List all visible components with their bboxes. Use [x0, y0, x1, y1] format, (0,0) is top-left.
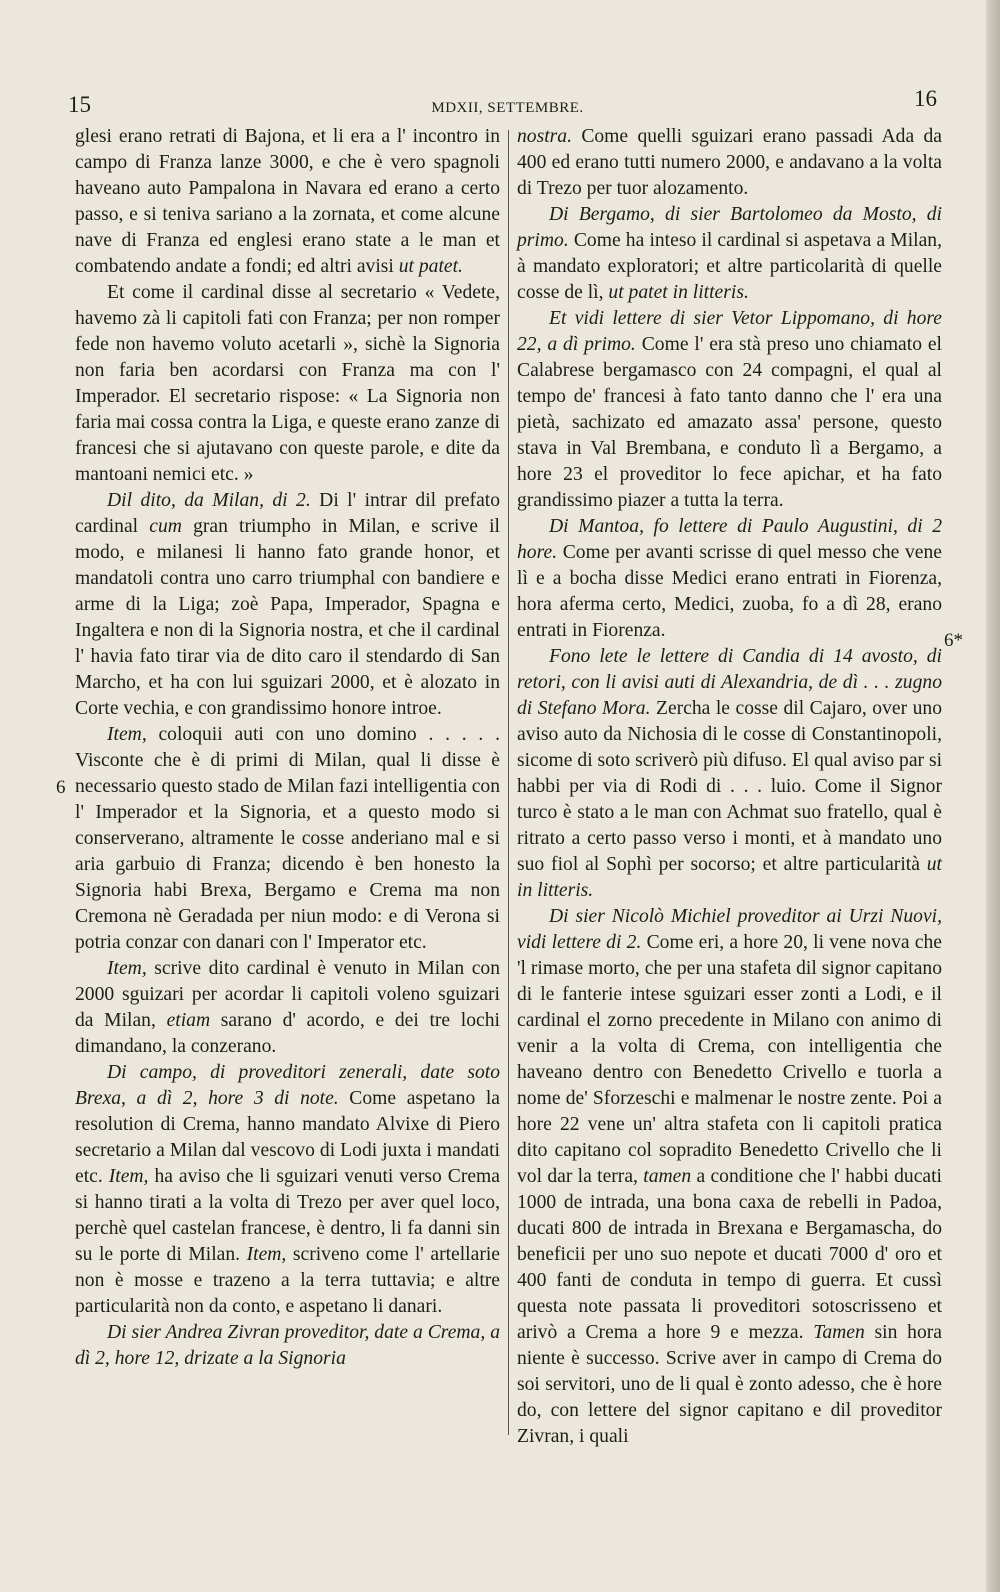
- text-run: coloquii auti con uno domino . . . . . Visconte che è di primi di Milan, qual li disse è necessario questo stado de Milan fazi intelligentia con l' Imperador et la Signoria, et a questo modo si conserverano, altramente le cosse anderiano mal e si aria garbuio di Franza; dicendo è ben honesto la Signoria habi Brexa, Bergamo e Crema ma non Cremona nè Geradada per niun modo: e di Verona si potria conzar con danari con l' Imperator etc.: [75, 724, 500, 953]
- italic-text: etiam: [166, 1010, 211, 1031]
- right-column: [517, 124, 942, 1450]
- text-run: scrive dito cardinal è venuto in Milan con 2000 sguizari per acordar li capitoli voleno sguizari da Milan,: [75, 958, 500, 1031]
- italic-text: tamen: [643, 1166, 692, 1187]
- italic-text: Item,: [108, 1166, 149, 1187]
- italic-text: Item,: [107, 724, 147, 745]
- text-run: Come eri, a hore 20, li vene nova che 'l rimase morto, che per una stafeta dil signor capitano di le fanterie intese sguizari esser zonti a Lodi, e il cardinal el zorno precedente in Milano con animo di venir a la volta di Crema, con intelligentia che haveano dentro con Benedetto Crivello e tuorla a nome de' Sforzeschi e malmenar le nostre zente. Poi a hore 22 vene un' altra stafeta con li capitoli pratica dito capitano col sopradito Benedetto Crivello che li vol dar la terra,: [517, 932, 942, 1187]
- text-run: sin hora niente è successo. Scrive aver in campo di Crema do soi servitori, uno de li qual è zonto adesso, che è hore do, con lettere del signor capitano e dil proveditor Zivran, i quali: [517, 1322, 942, 1447]
- italic-text: Di campo, di proveditori zenerali, date soto Brexa, a dì 2, hore 3 di note.: [75, 1062, 500, 1109]
- text-run: gran triumpho in Milan, e scrive il modo, e milanesi li hanno fato grande honor, et mandatoli contra uno carro triumphal con bandiere e arme di la Liga; zoè Papa, Imperador, Spagna e Ingaltera e non di la Signoria nostra, et che il cardinal l' havia fato tirar via de dito caro il stendardo di San Marcho, et ha con lui sguizari 2000, et è alozato in Corte vechia, e con grandissimo honore introe.: [75, 516, 500, 719]
- text-run: Come ha inteso il cardinal si aspetava a Milan, à mandato exploratori; et altre particolarità di quelle cosse de lì,: [517, 230, 942, 303]
- text-run: Zercha le cosse dil Cajaro, over uno aviso auto da Nichosia di le cosse di Constantinopoli, sicome di soto scriverò più difuso. El qual aviso par si habbi per via di Rodi di . . . luio. Come il Signor turco è stato a le man con Achmat suo fratello, qual è ritrato a certo passo verso i monti, et à mandato uno suo fiol al Sophì per socorso; et altre particularità: [517, 698, 943, 875]
- text-run: Come aspetano la resolution di Crema, hanno mandato Alvixe di Piero secretario a Milan dal vescovo di Lodi juxta i mandati etc.: [75, 1088, 500, 1187]
- italic-text: Di sier Nicolò Michiel proveditor ai Urzi Nuovi, vidi lettere di 2.: [517, 906, 942, 953]
- italic-text: ut in litteris.: [517, 854, 942, 901]
- italic-text: Di Bergamo, di sier Bartolomeo da Mosto, di primo.: [517, 204, 942, 251]
- text-run: glesi erano retrati di Bajona, et li era a l' incontro in campo di Franza lanze 3000, e che è vero spagnoli haveano auto Pampalona in Navara ed erano a certo passo, e si teniva sariano a la zornata, et come alcune nave di Franza ed englesi erano state a le man et combatendo andate a fondi; ed altri avisi: [75, 126, 500, 277]
- italic-text: Di sier Andrea Zivran proveditor, date a Crema, a dì 2, hore 12, drizate a la Signoria: [75, 1322, 500, 1369]
- paragraph: [517, 644, 942, 904]
- text-run: Come per avanti scrisse di quel messo che vene lì e a bocha disse Medici erano entrati in Fiorenza, hora aferma certo, Medici, zuoba, fo a dì 28, erano entrati in Fiorenza.: [517, 542, 942, 641]
- paragraph: [75, 124, 500, 280]
- text-run: sarano d' acordo, e dei tre lochi dimandano, la conzerano.: [75, 1010, 500, 1057]
- italic-text: Item,: [107, 958, 147, 979]
- italic-text: nostra.: [517, 126, 572, 147]
- italic-text: Tamen: [813, 1322, 865, 1343]
- text-run: Di l' intrar dil prefato cardinal: [75, 490, 501, 537]
- text-run: Et come il cardinal disse al secretario « Vedete, havemo zà li capitoli fati con Franza; per non romper fede non havemo voluto acetarli », sichè la Signoria non faria ben acordarsi con Franza ma con l' Imperador. El secretario rispose: « La Signoria non faria mai cossa contra la Liga, e queste erano zanze di francesi che si ajutavano con queste parole, e dite da mantoani nemici etc. »: [75, 282, 500, 485]
- italic-text: Dil dito, da Milan, di 2.: [107, 490, 311, 511]
- italic-text: Et vidi lettere di sier Vetor Lippomano, di hore 22, a dì primo.: [517, 308, 942, 355]
- paragraph: [75, 1060, 500, 1320]
- paragraph: [75, 1320, 500, 1372]
- page-number-right: 16: [914, 86, 937, 111]
- italic-text: Item,: [246, 1244, 287, 1265]
- text-run: ha aviso che li sguizari venuti verso Crema si hanno tirati a la volta di Trezo per aver quel loco, perchè quel castelan francese, è dentro, li fa danni sin su le porte di Milan.: [75, 1166, 500, 1265]
- paragraph: [517, 306, 942, 514]
- italic-text: ut patet in litteris.: [608, 282, 749, 303]
- paragraph: [517, 904, 942, 1450]
- margin-number-left: 6: [56, 777, 66, 798]
- page-edge: [986, 0, 1000, 1592]
- italic-text: ut patet.: [398, 256, 463, 277]
- paragraph: [75, 488, 500, 722]
- text-run: scriveno come l' artellarie non è mosse e trazeno a la terra tuttavia; e altre particularità non da conto, e aspetano li danari.: [75, 1244, 500, 1317]
- italic-text: Fono lete le lettere di Candia di 14 avosto, di retori, con li avisi auti di Alexandria, de dì . . . zugno di Stefano Mora.: [517, 646, 942, 719]
- paragraph: [517, 202, 942, 306]
- paragraph: [75, 722, 500, 956]
- text-run: Come l' era stà preso uno chiamato el Calabrese bergamasco con 24 compagni, el qual al tempo de' francesi à fato tanto danno che l' era una pietà, sachizato ed amazato assa' persone, questo stava in Val Brembana, e conduto lì a Bergamo, a hore 23 el proveditor lo fece apichar, et ha fato grandissimo piazer a tutta la terra.: [517, 334, 943, 511]
- margin-number-right: 6*: [944, 630, 963, 651]
- paragraph: [75, 956, 500, 1060]
- paragraph: [517, 124, 942, 202]
- page-number-left: 15: [68, 92, 91, 117]
- text-run: a conditione che l' habbi ducati 1000 de intrada, una bona caxa de rebelli in Padoa, ducati 800 de intrada in Brexana e Bergamascha, do beneficii per uno suo nepote et ducati 7000 d' oro et 400 fanti de conduta in tempo di guerra. Et cussì questa note passata li proveditori sotoscrisseno et arivò a Crema a hore 9 e mezza.: [517, 1166, 943, 1343]
- left-column: [75, 124, 500, 1372]
- italic-text: Di Mantoa, fo lettere di Paulo Augustini, di 2 hore.: [517, 516, 942, 563]
- paragraph: [75, 280, 500, 488]
- text-run: Come quelli sguizari erano passadi Ada da 400 ed erano tutti numero 2000, e andavano a la volta di Trezo per tuor alozamento.: [517, 126, 942, 199]
- column-rule: [508, 130, 509, 1435]
- italic-text: cum: [149, 516, 182, 537]
- running-head: MDXII, SETTEMBRE.: [431, 100, 584, 116]
- paragraph: [517, 514, 942, 644]
